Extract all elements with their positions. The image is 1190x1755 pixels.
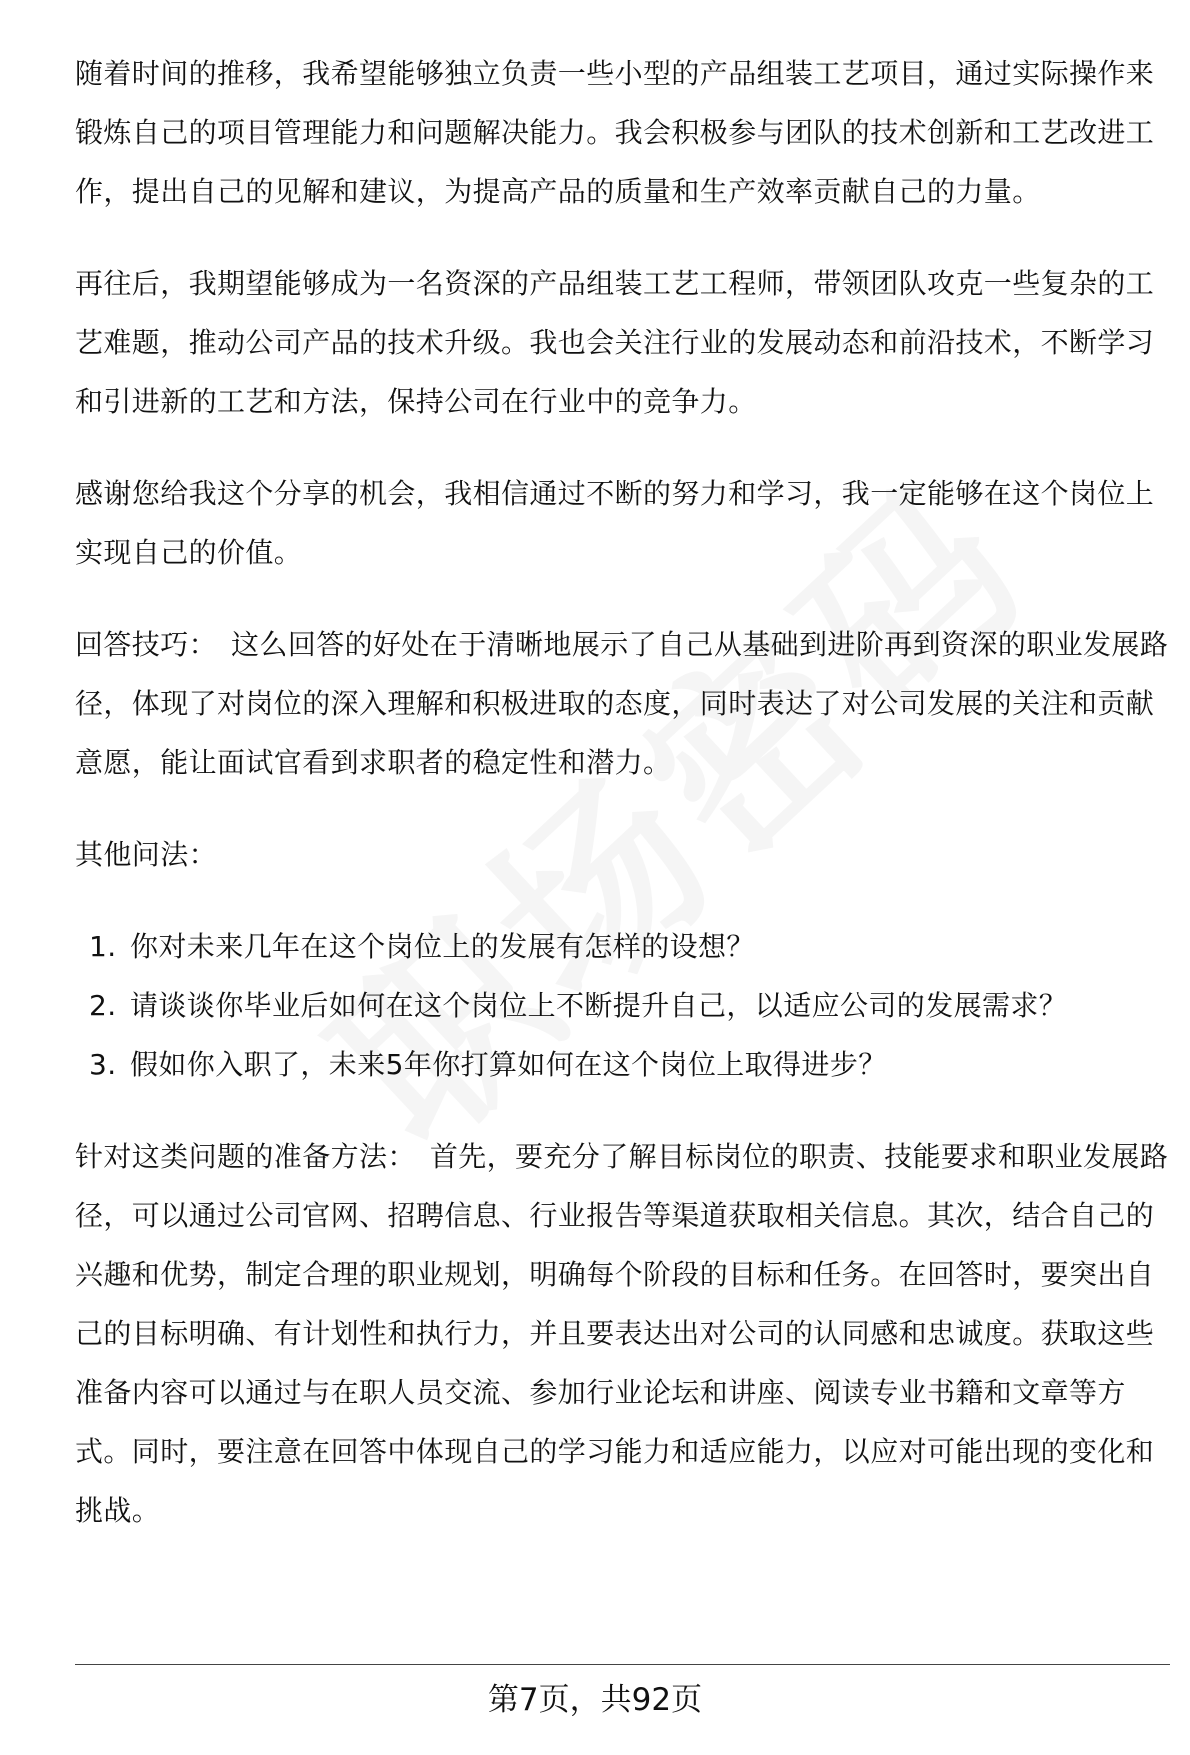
footer-divider [75,1664,1170,1665]
preparation-method-text: 首先，要充分了解目标岗位的职责、技能要求和职业发展路径，可以通过公司官网、招聘信息、行业报告等渠道获取相关信息。其次，结合自己的兴趣和优势，制定合理的职业规划，明确每个阶段的目标和任务。在回答时，要突出自己的目标明确、有计划性和执行力，并且要表达出对公司的认同感和忠诚度。获取这些准备内容可以通过与在职人员交流、参加行业论坛和讲座、阅读专业书籍和文章等方式。同时，要注意在回答中体现自己的学习能力和适应能力，以应对可能出现的变化和挑战。 [75,1140,1169,1527]
answer-tips-text: 这么回答的好处在于清晰地展示了自己从基础到进阶再到资深的职业发展路径，体现了对岗位的深入理解和积极进取的态度，同时表达了对公司发展的关注和贡献意愿，能让面试官看到求职者的稳定性和潜力。 [75,628,1169,779]
answer-tips-label: 回答技巧： [75,628,218,661]
list-item [75,976,1170,1035]
preparation-method-label: 针对这类问题的准备方法： [75,1140,416,1173]
paragraph-3: 感谢您给我这个分享的机会，我相信通过不断的努力和学习，我一定能够在这个岗位上实现自己的价值。 [75,477,1155,569]
list-item-text: 假如你入职了，未来5年你打算如何在这个岗位上取得进步？ [130,1048,887,1081]
other-questions-heading: 其他问法： [75,838,218,871]
list-item-text: 你对未来几年在这个岗位上的发展有怎样的设想？ [130,930,755,963]
list-item [75,917,1170,976]
list-item [75,1035,1170,1094]
list-item-text: 请谈谈你毕业后如何在这个岗位上不断提升自己，以适应公司的发展需求？ [130,989,1068,1022]
paragraph-2: 再往后，我期望能够成为一名资深的产品组装工艺工程师，带领团队攻克一些复杂的工艺难题，推动公司产品的技术升级。我也会关注行业的发展动态和前沿技术，不断学习和引进新的工艺和方法，保持公司在行业中的竞争力。 [75,267,1155,418]
page-content [75,44,1170,1573]
list-item-number: 1. [89,930,117,963]
list-item-number: 3. [89,1048,117,1081]
answer-tips [75,615,1170,792]
list-item-number: 2. [89,989,117,1022]
other-questions-list [75,917,1170,1094]
paragraph-1: 随着时间的推移，我希望能够独立负责一些小型的产品组装工艺项目，通过实际操作来锻炼自己的项目管理能力和问题解决能力。我会积极参与团队的技术创新和工艺改进工作，提出自己的见解和建议，为提高产品的质量和生产效率贡献自己的力量。 [75,57,1155,208]
page-number: 第7页，共92页 [487,1682,703,1718]
preparation-method [75,1127,1170,1540]
